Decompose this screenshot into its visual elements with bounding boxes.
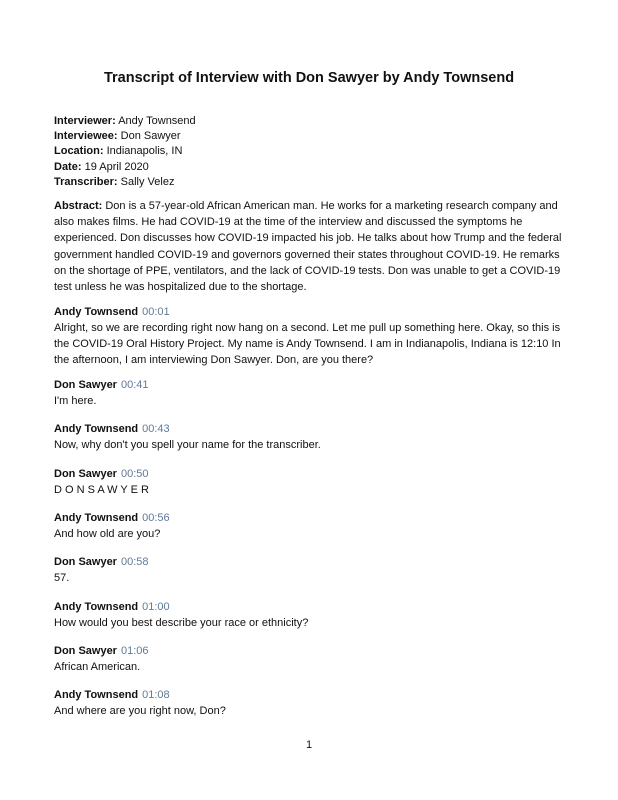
meta-label: Location:: [54, 145, 104, 158]
transcript-turn: [54, 305, 566, 368]
speaker-name: Andy Townsend: [54, 512, 139, 524]
speaker-name: Andy Townsend: [54, 306, 139, 318]
abstract: [54, 198, 566, 295]
utterance-text: I'm here.: [54, 395, 97, 407]
transcript-turn: [54, 467, 566, 498]
timestamp: 00:43: [142, 423, 170, 435]
speaker-name: Andy Townsend: [54, 423, 139, 435]
meta-transcriber: [54, 175, 196, 190]
timestamp: 01:00: [142, 601, 170, 613]
transcript-turn: [54, 378, 566, 409]
meta-value: Don Sawyer: [120, 130, 181, 143]
timestamp: 00:58: [120, 556, 149, 568]
utterance-text: 57.: [54, 572, 70, 584]
meta-interviewer: [54, 114, 196, 129]
meta-label: Interviewee:: [54, 130, 118, 143]
speaker-name: Andy Townsend: [54, 601, 139, 613]
timestamp: 01:06: [120, 645, 149, 657]
page-number: 1: [305, 739, 313, 751]
speaker-name: Don Sawyer: [54, 645, 117, 657]
speaker-name: Don Sawyer: [54, 468, 117, 480]
utterance-text: Alright, so we are recording right now hang on a second. Let me pull up something here. Okay, so this is the COVID-19 Oral History Project. My name is Andy Townsend. I am in Indianapolis, Indiana is 12:10 In the afternoon, I am interviewing Don Sawyer. Don, are you there?: [54, 322, 561, 366]
meta-label: Date:: [54, 160, 82, 173]
transcript-turn: [54, 688, 566, 719]
transcript-turn: [54, 555, 566, 586]
meta-label: Interviewer:: [54, 115, 116, 127]
speaker-name: Andy Townsend: [54, 689, 139, 701]
timestamp: 00:41: [120, 379, 149, 391]
utterance-text: D O N S A W Y E R: [54, 484, 149, 496]
timestamp: 01:08: [142, 689, 170, 701]
timestamp: 00:56: [142, 512, 170, 524]
transcript-turn: [54, 422, 566, 453]
transcript-turn: [54, 511, 566, 542]
meta-date: [54, 160, 196, 175]
meta-value: Andy Townsend: [118, 115, 196, 127]
abstract-label: Abstract:: [54, 200, 103, 212]
meta-value: Indianapolis, IN: [106, 145, 183, 158]
utterance-text: And where are you right now, Don?: [54, 705, 226, 717]
meta-interviewee: [54, 129, 196, 144]
document-title: Transcript of Interview with Don Sawyer by Andy Townsend: [103, 70, 515, 86]
utterance-text: African American.: [54, 661, 141, 673]
utterance-text: Now, why don't you spell your name for the transcriber.: [54, 439, 321, 451]
meta-value: Sally Velez: [120, 175, 175, 188]
speaker-name: Don Sawyer: [54, 379, 117, 391]
transcript-turn: [54, 600, 566, 631]
meta-label: Transcriber:: [54, 175, 118, 188]
abstract-text: Don is a 57-year-old African American man. He works for a marketing research company and also makes films. He had COVID-19 at the time of the interview and discussed the symptoms he experienced. Don discusses how COVID-19 impacted his job. He talks about how Trump and the federal government handled COVID-19 and governors governed their states throughout COVID-19. He remarks on the shortage of PPE, ventilators, and the lack of COVID-19 tests. Don was unable to get a COVID-19 test unless he was hospitalized due to the shortage.: [54, 200, 562, 294]
timestamp: 00:50: [120, 468, 149, 480]
utterance-text: How would you best describe your race or ethnicity?: [54, 617, 309, 629]
timestamp: 00:01: [142, 306, 170, 318]
transcript-turn: [54, 644, 566, 675]
meta-value: 19 April 2020: [84, 160, 149, 173]
meta-location: [54, 144, 196, 159]
utterance-text: And how old are you?: [54, 528, 161, 540]
speaker-name: Don Sawyer: [54, 556, 117, 568]
interview-metadata: [54, 114, 196, 190]
